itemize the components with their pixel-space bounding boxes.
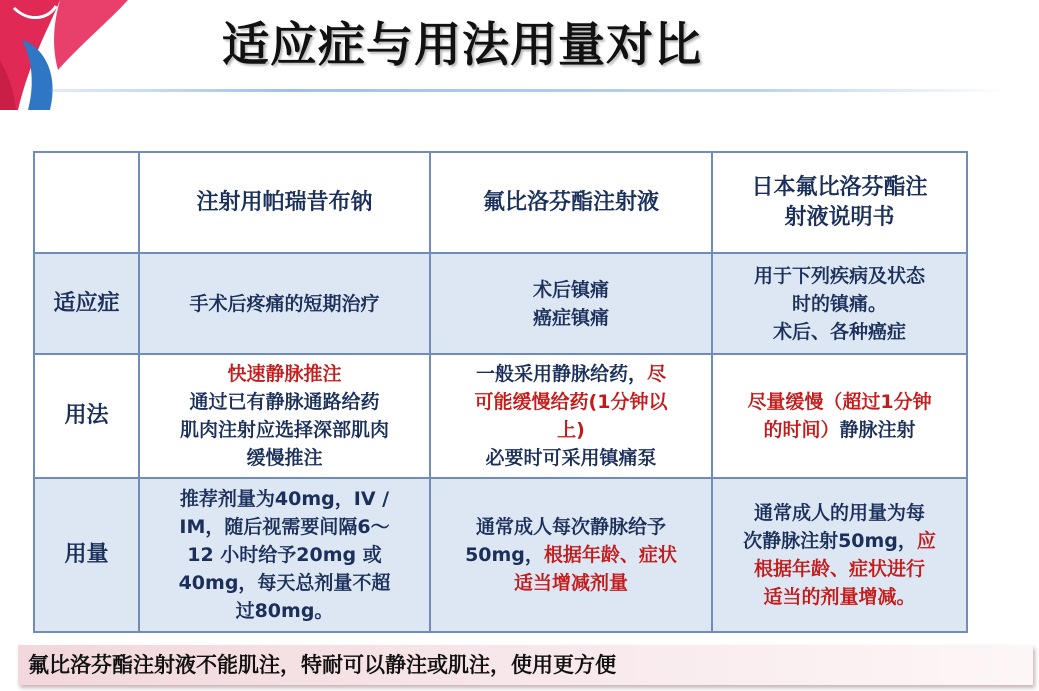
header-japan-line2: 射液说明书 bbox=[784, 204, 895, 230]
cell-text: 次静脉注射50mg， bbox=[743, 530, 917, 552]
cell-line bbox=[437, 541, 705, 569]
cell-line: 癌症镇痛 bbox=[532, 306, 609, 329]
cell-line: 缓慢推注 bbox=[246, 447, 323, 469]
cell-line: 肌肉注射应选择深部肌肉 bbox=[179, 419, 389, 441]
page-title: 适应症与用法用量对比 bbox=[222, 18, 702, 73]
footer-banner bbox=[18, 645, 1033, 685]
cell-line: 时的镇痛。 bbox=[791, 292, 887, 315]
cell-line-highlight: 适当增减剂量 bbox=[513, 572, 628, 594]
cell-text: 50mg， bbox=[465, 544, 544, 566]
cell-text: 一般采用静脉给药， bbox=[475, 363, 647, 385]
cell-line: 过80mg。 bbox=[235, 600, 334, 622]
cell-indication-japan bbox=[712, 253, 967, 354]
cell-line: 12 小时给予20mg 或 bbox=[187, 544, 382, 566]
logo-icon bbox=[0, 0, 140, 120]
cell-line: 40mg，每天总剂量不超 bbox=[178, 572, 391, 594]
row-label-indication: 适应症 bbox=[34, 253, 139, 354]
row-label-dose: 用量 bbox=[34, 478, 139, 632]
cell-indication-flurbiprofen bbox=[430, 253, 712, 354]
cell-dose-flurbiprofen bbox=[430, 478, 712, 632]
cell-line bbox=[719, 527, 960, 555]
cell-line: 术后、各种癌症 bbox=[772, 320, 906, 343]
cell-line: 通过已有静脉通路给药 bbox=[189, 391, 380, 413]
cell-line: 通常成人的用量为每 bbox=[753, 502, 925, 524]
cell-line-highlight: 根据年龄、症状进行 bbox=[753, 558, 925, 580]
cell-line: 推荐剂量为40mg，IV / bbox=[179, 488, 390, 510]
cell-line-highlight: 上) bbox=[557, 419, 585, 441]
header-parecoxib-label: 注射用帕瑞昔布钠 bbox=[196, 189, 373, 215]
cell-line-highlight: 尽量缓慢（超过1分钟 bbox=[747, 391, 932, 413]
cell-line: 用于下列疾病及状态 bbox=[753, 264, 925, 287]
cell-line bbox=[719, 416, 960, 444]
table-row-usage bbox=[34, 354, 967, 478]
header-flurbiprofen bbox=[430, 152, 712, 253]
cell-line: 必要时可采用镇痛泵 bbox=[485, 447, 657, 469]
table-row-dose bbox=[34, 478, 967, 632]
comparison-table bbox=[33, 151, 968, 633]
cell-line-highlight: 适当的剂量增减。 bbox=[763, 586, 916, 608]
cell-text-highlight: 应 bbox=[916, 530, 936, 552]
cell-line-highlight: 可能缓慢给药(1分钟以 bbox=[474, 391, 668, 413]
cell-text: 手术后疼痛的短期治疗 bbox=[189, 292, 380, 315]
footer-text: 氟比洛芬酯注射液不能肌注，特耐可以静注或肌注，使用更方便 bbox=[28, 653, 616, 677]
cell-usage-parecoxib bbox=[139, 354, 430, 478]
cell-usage-flurbiprofen bbox=[430, 354, 712, 478]
row-label-usage: 用法 bbox=[34, 354, 139, 478]
cell-line: 术后镇痛 bbox=[532, 278, 609, 301]
header-japan-line1: 日本氟比洛芬酯注 bbox=[751, 174, 928, 200]
cell-line: 通常成人每次静脉给予 bbox=[475, 516, 666, 538]
header-flurbiprofen-label: 氟比洛芬酯注射液 bbox=[482, 189, 659, 215]
header-parecoxib bbox=[139, 152, 430, 253]
cell-indication-parecoxib bbox=[139, 253, 430, 354]
table-row-indication bbox=[34, 253, 967, 354]
title-divider bbox=[50, 89, 1010, 92]
cell-text-highlight: 的时间） bbox=[763, 419, 840, 441]
cell-text-highlight: 根据年龄、症状 bbox=[543, 544, 677, 566]
cell-usage-japan bbox=[712, 354, 967, 478]
header-japan-label bbox=[712, 152, 967, 253]
cell-line bbox=[437, 360, 705, 388]
cell-dose-japan bbox=[712, 478, 967, 632]
corner-cell bbox=[34, 152, 139, 253]
cell-text: 静脉注射 bbox=[839, 419, 916, 441]
cell-line-highlight: 快速静脉推注 bbox=[227, 363, 342, 385]
cell-text-highlight: 尽 bbox=[647, 363, 667, 385]
cell-line: IM，随后视需要间隔6～ bbox=[179, 516, 390, 538]
table-header-row bbox=[34, 152, 967, 253]
cell-dose-parecoxib bbox=[139, 478, 430, 632]
